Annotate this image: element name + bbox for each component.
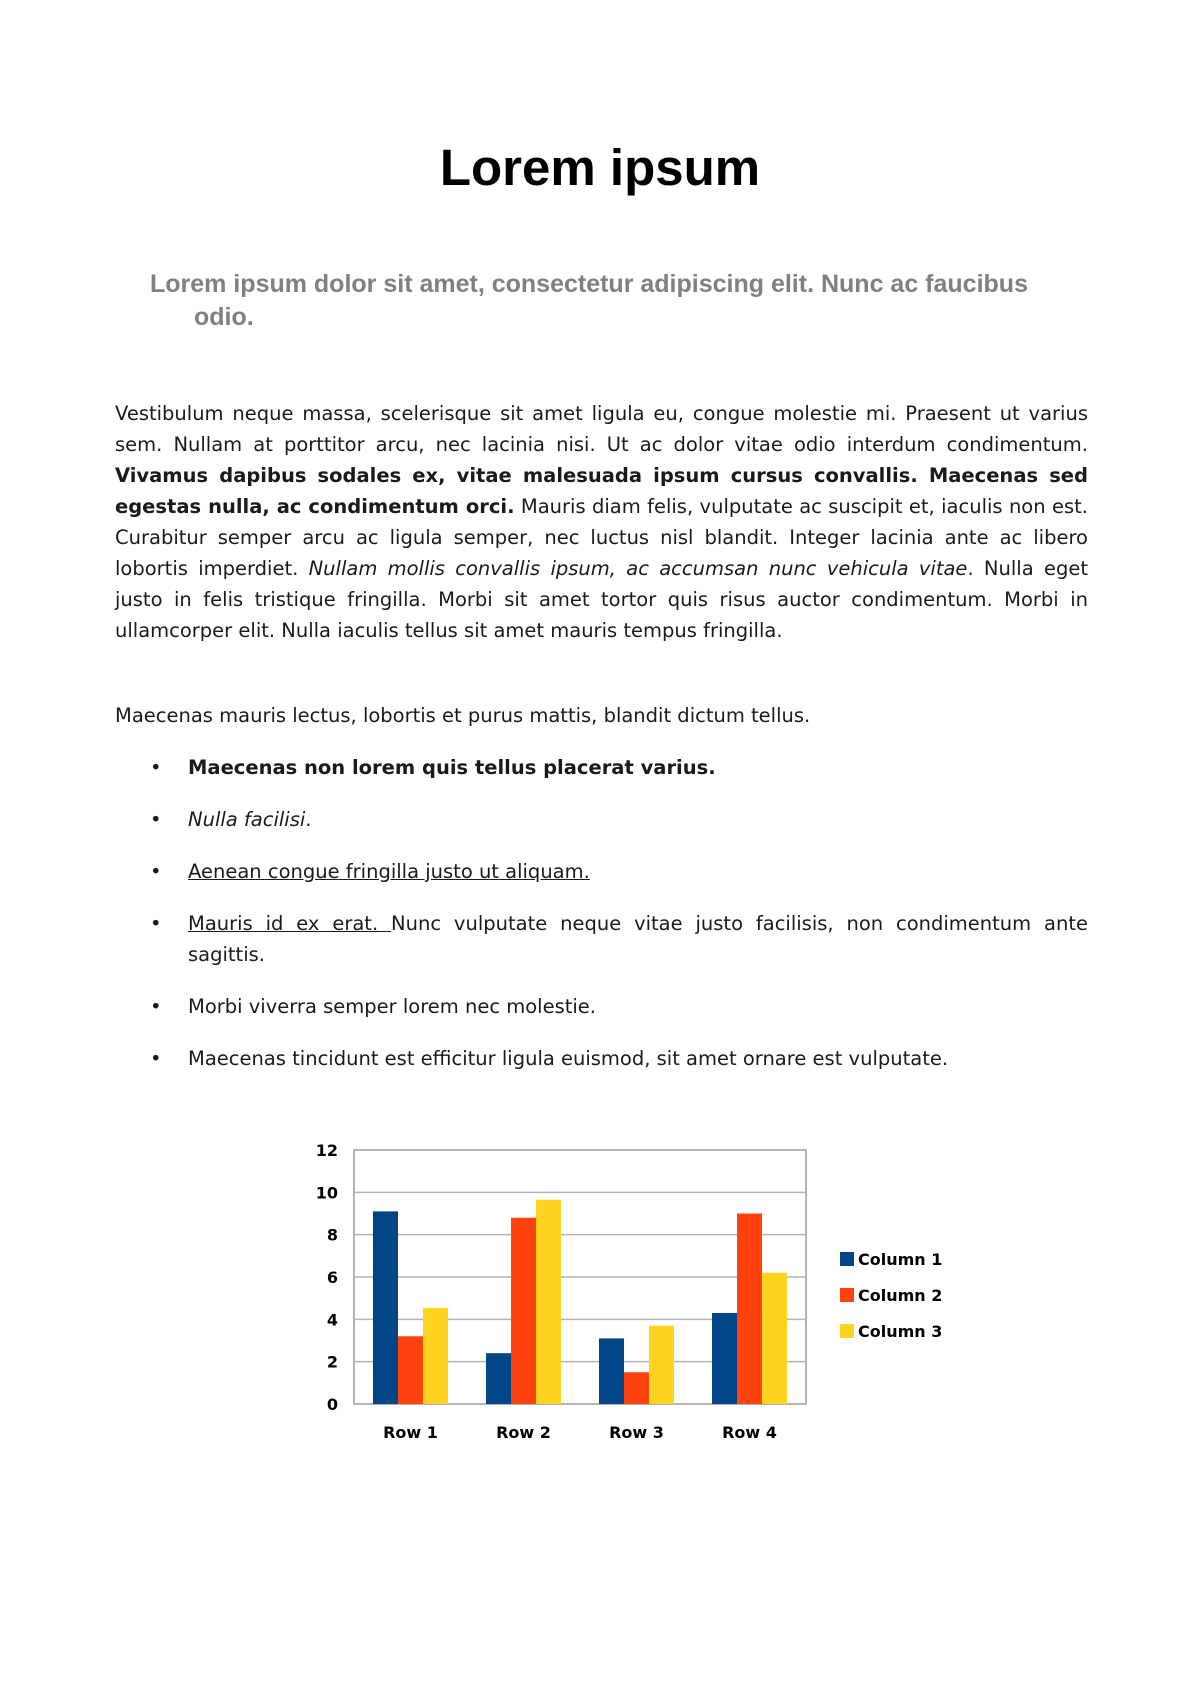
bar [373,1211,398,1404]
list-item [115,1043,1088,1074]
list-item-text-rest: . [305,808,312,831]
bar [624,1372,649,1404]
x-tick-label: Row 3 [609,1423,664,1442]
bar [486,1353,511,1404]
list-item-text-rest: Nunc vulputate neque vitae justo facilisis, non condimentum ante sagittis. [188,912,1088,966]
paragraph-1-text-3: . Nulla eget justo in felis tristique fringilla. Morbi sit amet tortor quis risus auctor condimentum. Morbi in ullamcorper elit. Nulla iaculis tellus sit amet mauris tempus fringilla. [115,557,1088,642]
legend-label: Column 1 [858,1250,943,1269]
paragraph-1-italic: Nullam mollis convallis ipsum, ac accumsan nunc vehicula vitae [308,557,968,580]
bar [762,1273,787,1404]
legend-swatch [840,1252,854,1266]
bullet-icon: • [150,860,162,883]
y-tick-label: 10 [315,1183,338,1203]
list-item-text: Aenean congue fringilla justo ut aliquam. [188,860,590,883]
paragraph-2: Maecenas mauris lectus, lobortis et purus mattis, blandit dictum tellus. [115,704,811,727]
bar [712,1313,737,1404]
bar [511,1218,536,1404]
list-item [115,856,1088,887]
list-item-text: Maecenas tincidunt est efficitur ligula euismod, sit amet ornare est vulputate. [188,1047,949,1070]
bullet-icon: • [150,808,162,831]
x-tick-label: Row 1 [383,1423,438,1442]
list-item [115,991,1088,1022]
bar [599,1338,624,1404]
bullet-list [115,752,1088,1095]
list-item [115,804,1088,835]
bar-chart [300,1130,960,1460]
y-tick-label: 2 [326,1352,338,1372]
paragraph-1-text-2: Mauris diam felis, vulputate ac suscipit et, iaculis non est. Curabitur semper arcu ac ligula semper, nec luctus nisl blandit. Integer lacinia ante ac libero lobortis imperdiet. [115,495,1088,580]
y-tick-label: 8 [326,1225,338,1245]
x-tick-label: Row 4 [722,1423,777,1442]
legend-swatch [840,1288,854,1302]
document-subtitle: Lorem ipsum dolor sit amet, consectetur adipiscing elit. Nunc ac faucibus odio. [150,270,1028,331]
paragraph-1-bold: Vivamus dapibus sodales ex, vitae malesuada ipsum cursus convallis. Maecenas sed egestas nulla, ac condimentum orci. [115,464,1088,518]
paragraph-1 [115,398,1088,646]
bullet-icon: • [150,912,162,935]
x-tick-label: Row 2 [496,1423,551,1442]
bar [536,1200,561,1404]
bullet-icon: • [150,1047,162,1070]
y-tick-label: 4 [326,1310,338,1330]
bullet-icon: • [150,995,162,1018]
bar [737,1214,762,1405]
list-item-text: Maecenas non lorem quis tellus placerat varius. [188,756,716,779]
paragraph-1-text: Vestibulum neque massa, scelerisque sit amet ligula eu, congue molestie mi. Praesent ut varius sem. Nullam at porttitor arcu, nec lacinia nisi. Ut ac dolor vitae odio interdum condimentum. [115,402,1088,456]
bar [423,1308,448,1404]
legend-swatch [840,1324,854,1338]
legend-label: Column 3 [858,1322,943,1341]
list-item-text-underlined: Mauris id ex erat. [188,912,392,935]
y-tick-label: 6 [326,1268,338,1287]
document-title: Lorem ipsum [439,139,761,196]
y-tick-label: 0 [326,1395,338,1414]
bar [649,1326,674,1404]
list-item [115,908,1088,970]
bar [398,1336,423,1404]
bullet-icon: • [150,756,162,779]
list-item-text: Morbi viverra semper lorem nec molestie. [188,995,597,1018]
list-item-text: Nulla facilisi [188,808,306,831]
legend-label: Column 2 [858,1286,943,1305]
y-tick-label: 12 [315,1141,338,1160]
list-item [115,752,1088,783]
